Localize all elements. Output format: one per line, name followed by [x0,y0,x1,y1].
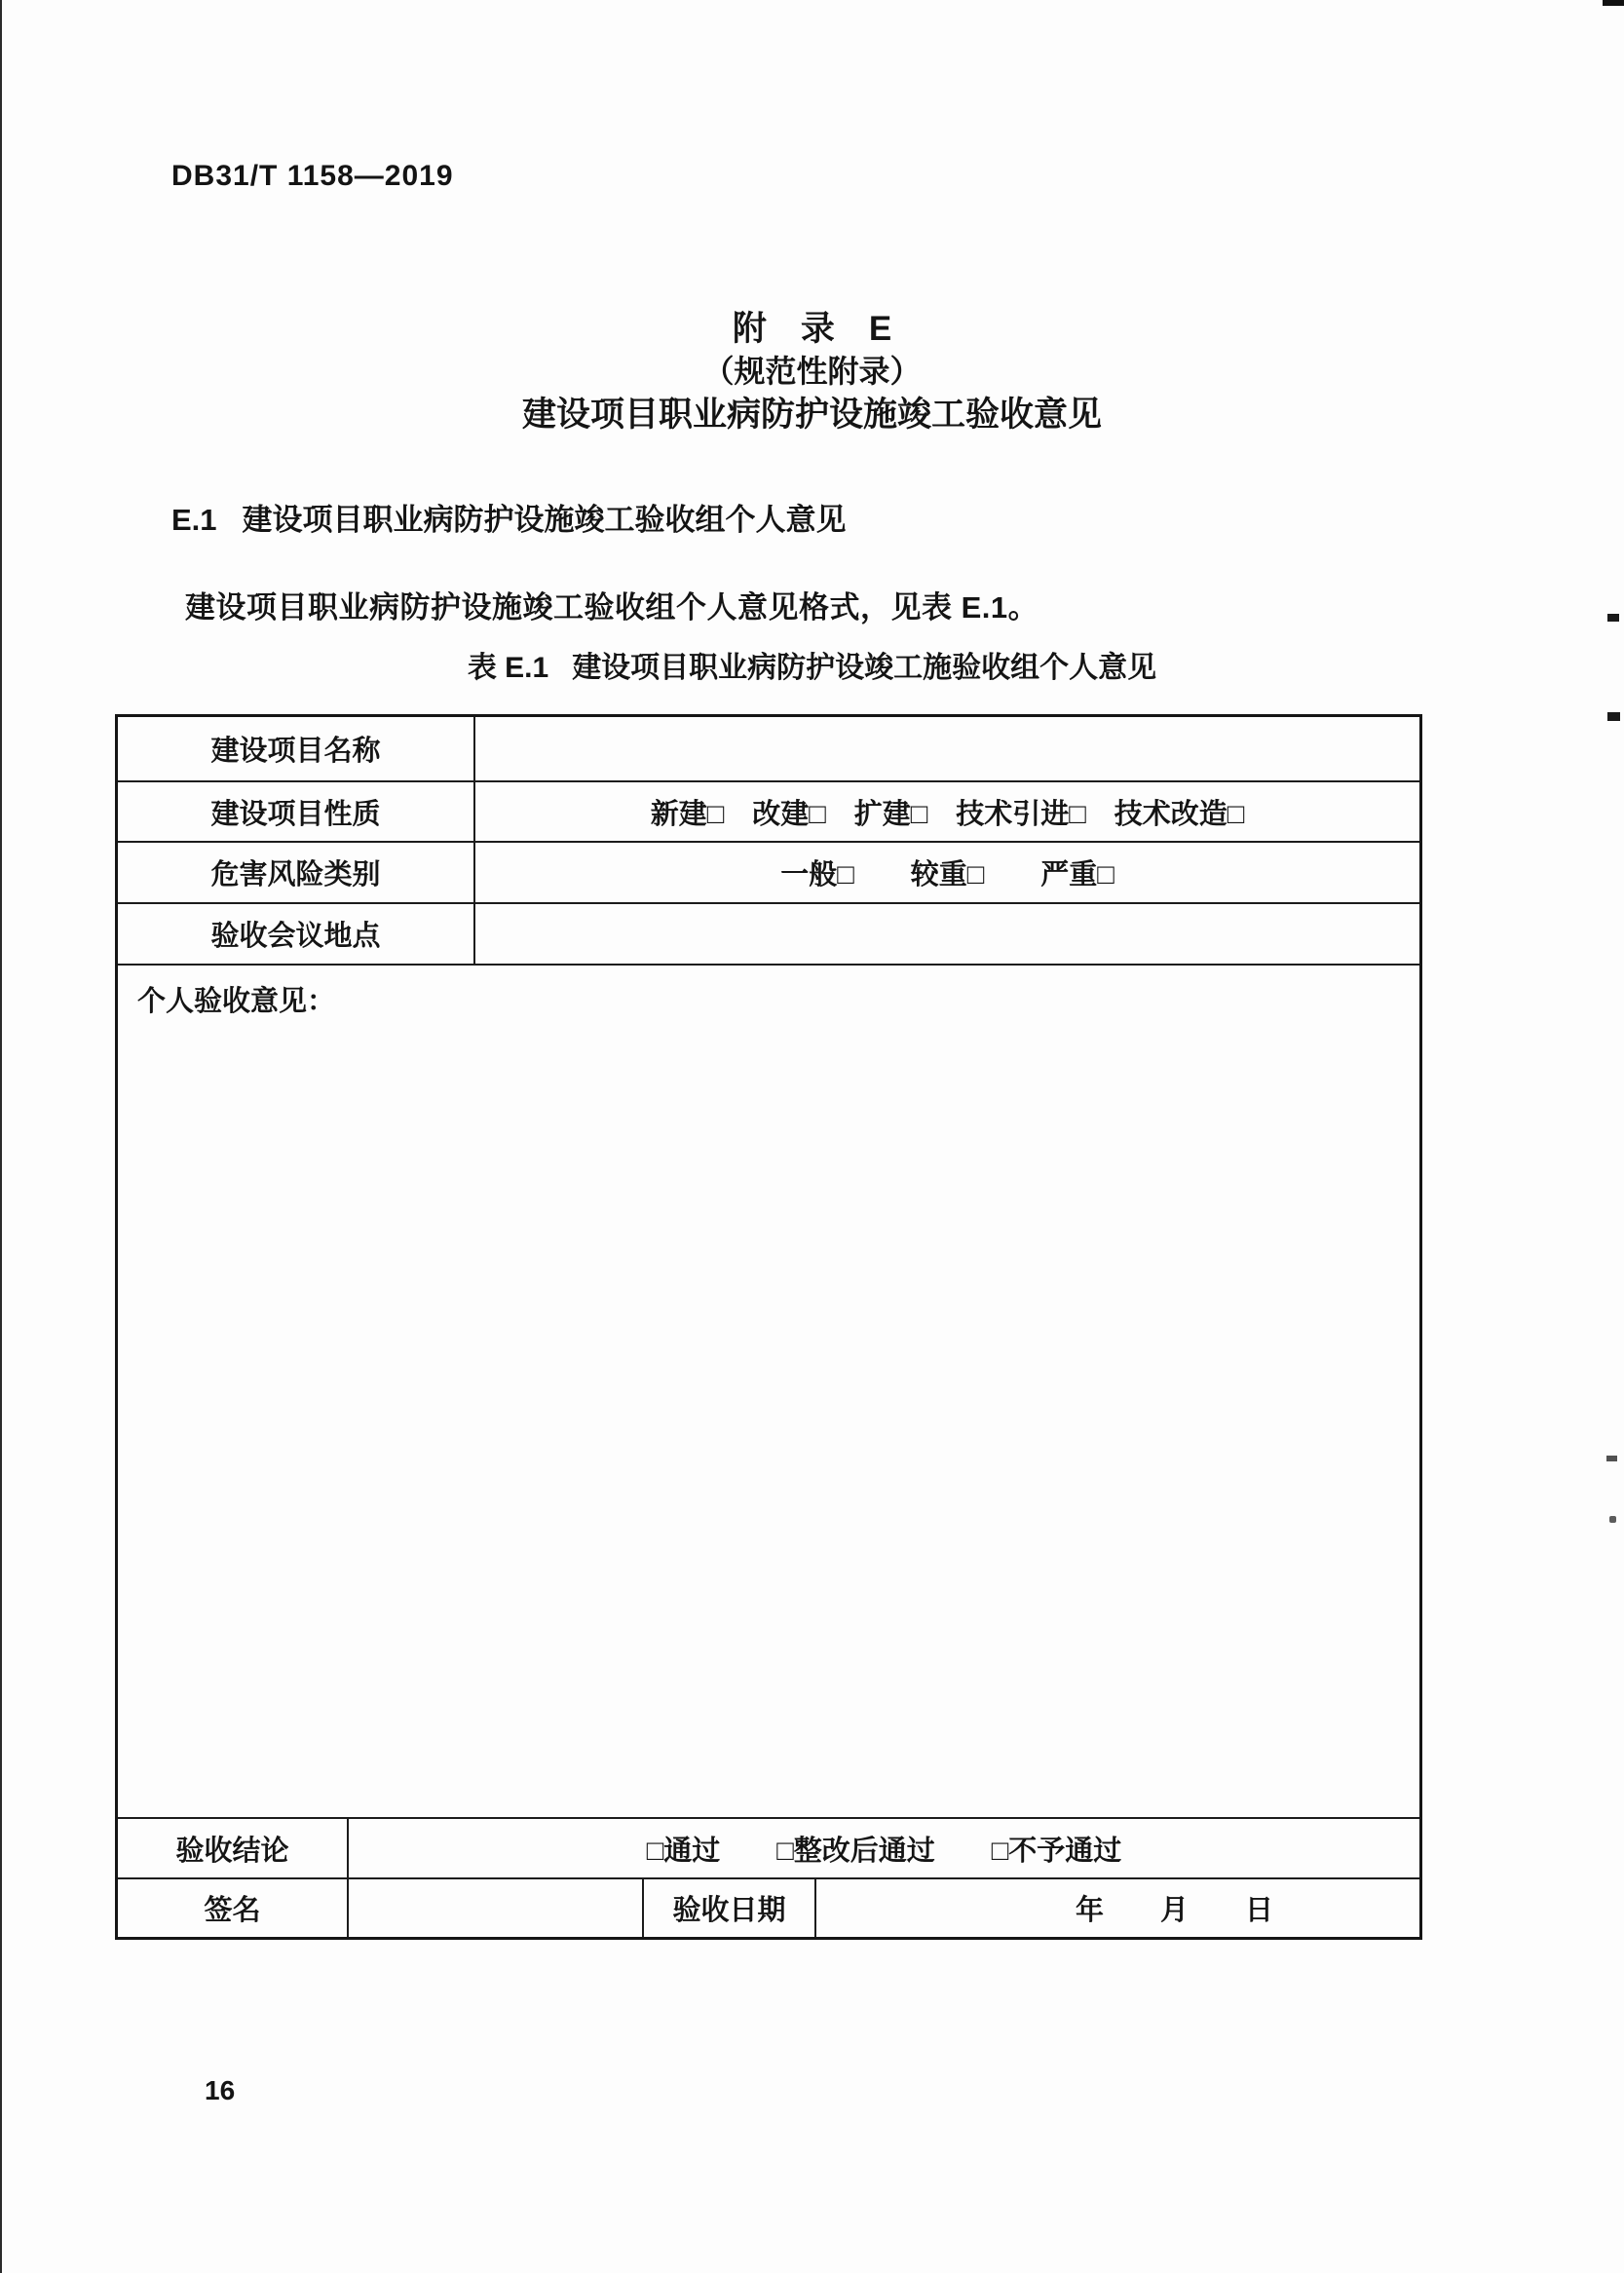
conclusion-label: 验收结论 [118,1819,349,1877]
appendix-subheading: （规范性附录） [702,354,922,389]
margin-scan-mark [1609,1516,1616,1523]
project-name-value-cell [475,717,1419,780]
personal-opinion-cell [118,966,1419,1817]
appendix-heading: 附 录 E [732,310,892,348]
acceptance-date-label: 验收日期 [644,1879,816,1937]
signature-label: 签名 [118,1879,349,1937]
acceptance-date-value: 年 月 日 [1075,1895,1273,1926]
section-title: 建设项目职业病防护设施竣工验收组个人意见 [242,503,847,537]
project-nature-options: 新建□ 改建□ 扩建□ 技术引进□ 技术改造□ [650,798,1245,830]
conclusion-options: □通过 □整改后通过 □不予通过 [646,1835,1122,1867]
table-row [118,964,1419,1817]
section-number: E.1 [171,503,217,537]
standard-code-header: DB31/T 1158—2019 [171,160,454,192]
signature-value-cell [349,1879,644,1937]
project-name-label: 建设项目名称 [118,717,475,780]
project-nature-label: 建设项目性质 [118,782,475,841]
meeting-place-value-cell [475,904,1419,964]
table-row [118,841,1419,902]
page-number: 16 [205,2075,236,2105]
table-caption-title: 建设项目职业病防护设竣工施验收组个人意见 [572,652,1157,684]
section-body-paragraph: 建设项目职业病防护设施竣工验收组个人意见格式，见表 E.1。 [185,590,1039,625]
meeting-place-label: 验收会议地点 [118,904,475,964]
risk-category-options: 一般□ 较重□ 严重□ [780,859,1114,890]
margin-scan-mark [1606,1456,1617,1461]
personal-opinion-label: 个人验收意见： [137,986,336,1017]
margin-scan-mark [1607,614,1619,622]
table-row [118,780,1419,841]
appendix-title: 建设项目职业病防护设施竣工验收意见 [521,396,1102,434]
risk-category-label: 危害风险类别 [118,843,475,902]
table-row [118,902,1419,964]
table-caption [0,643,1624,686]
table-row [118,1817,1419,1877]
section-heading [171,495,847,539]
table-row [118,717,1419,780]
acceptance-opinion-form-table [115,714,1422,1940]
top-right-scan-mark [1603,0,1624,6]
margin-scan-mark [1607,712,1620,721]
table-row [118,1877,1419,1937]
table-caption-label: 表 E.1 [467,652,549,684]
